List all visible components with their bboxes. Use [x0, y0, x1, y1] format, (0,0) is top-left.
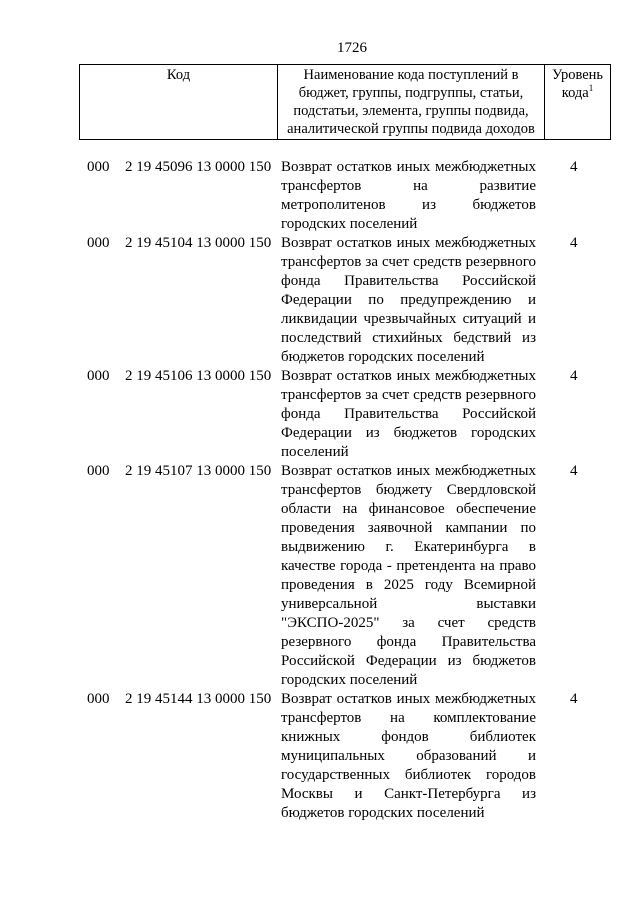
code-level: 4 — [570, 159, 578, 175]
admin-code: 000 — [87, 235, 110, 251]
code-level: 4 — [570, 235, 578, 251]
code-level: 4 — [570, 463, 578, 479]
header-code-label: Код — [166, 67, 191, 83]
code-description: Возврат остатков иных межбюджетных трансфертов за счет средств резервного фонда Правительства Российской Федерации по предупреждению и ликвидации чрезвычайных ситуаций и последствий стихийных бедствий из бюджетов городских поселений — [281, 235, 536, 365]
table-row — [79, 234, 611, 367]
footnote-marker: 1 — [588, 83, 594, 94]
code-list — [79, 158, 611, 823]
code-description: Возврат остатков иных межбюджетных трансфертов бюджету Свердловской области на финансовое обеспечение проведения заявочной кампании по выдвижению г. Екатеринбурга в качестве города - претендента на право проведения в 2025 году Всемирной универсальной выставки "ЭКСПО-2025" за счет средств резервного фонда Правительства Российской Федерации из бюджетов городских поселений — [281, 463, 536, 688]
code-description: Возврат остатков иных межбюджетных трансфертов за счет средств резервного фонда Правительства Российской Федерации из бюджетов городских поселений — [281, 368, 536, 460]
budget-code: 2 19 45144 13 0000 150 — [125, 691, 272, 707]
budget-code: 2 19 45104 13 0000 150 — [125, 235, 272, 251]
code-level: 4 — [570, 691, 578, 707]
header-name-label: Наименование кода поступлений в бюджет, группы, подгруппы, статьи, подстатьи, элемента, группы подвида, аналитической группы подвида доходов — [287, 67, 535, 137]
code-description: Возврат остатков иных межбюджетных трансфертов на развитие метрополитенов из бюджетов городских поселений — [281, 159, 536, 232]
admin-code: 000 — [87, 691, 110, 707]
admin-code: 000 — [87, 368, 110, 384]
table-header — [79, 64, 611, 140]
budget-code: 2 19 45107 13 0000 150 — [125, 463, 272, 479]
code-description: Возврат остатков иных межбюджетных трансфертов на комплектование книжных фондов библиотек муниципальных образований и государственных библиотек городов Москвы и Санкт-Петербурга из бюджетов городских поселений — [281, 691, 536, 821]
table-row — [79, 462, 611, 690]
budget-code: 2 19 45096 13 0000 150 — [125, 159, 272, 175]
header-name-cell — [278, 65, 545, 140]
header-level-cell — [545, 65, 611, 140]
table-row — [79, 158, 611, 234]
budget-code: 2 19 45106 13 0000 150 — [125, 368, 272, 384]
header-code-cell — [80, 65, 278, 140]
table-row — [79, 367, 611, 462]
code-level: 4 — [570, 368, 578, 384]
header-level-label: Уровень кода — [551, 67, 604, 101]
admin-code: 000 — [87, 159, 110, 175]
table-row — [79, 690, 611, 823]
page-number: 1726 — [337, 40, 367, 56]
admin-code: 000 — [87, 463, 110, 479]
